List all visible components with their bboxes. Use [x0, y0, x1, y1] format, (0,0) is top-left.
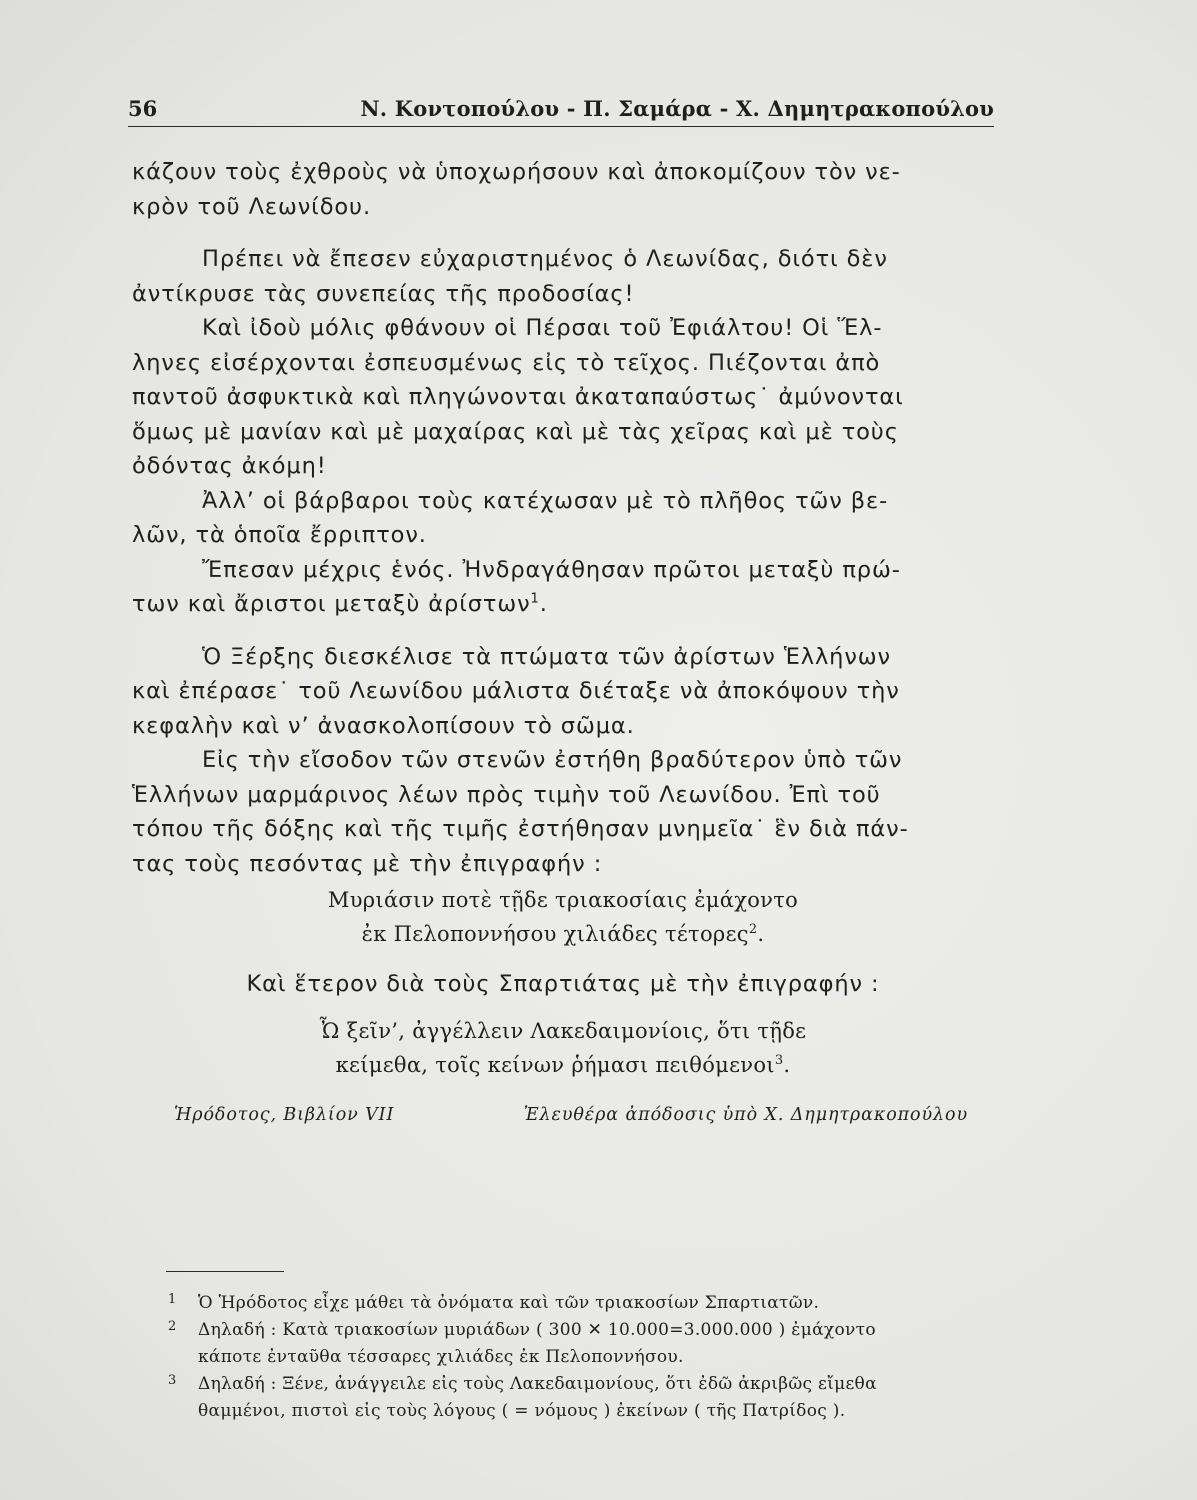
paragraph-7 — [132, 743, 994, 881]
text-line: Ἔπεσαν μέχρις ἑνός. Ἠνδραγάθησαν πρῶτοι μεταξὺ πρώ- — [202, 556, 901, 583]
verse-line — [132, 1048, 994, 1082]
text-line: κάζουν τοὺς ἐχθροὺς νὰ ὑποχωρήσουν καὶ ἀποκομίζουν τὸν νε- — [132, 159, 901, 185]
footnote-3 — [168, 1371, 1008, 1398]
footnote-ref-1: 1 — [530, 591, 540, 607]
text-line: καὶ ἐπέρασε˙ τοῦ Λεωνίδου μάλιστα διέταξε νὰ ἀποκόψουν τὴν — [132, 678, 900, 704]
paragraph-8: Καὶ ἕτερον διὰ τοὺς Σπαρτιάτας μὲ τὴν ἐπιγραφήν : — [246, 971, 880, 997]
verse-punct: . — [783, 1052, 791, 1077]
epigram-attribution — [132, 1098, 994, 1133]
text-line: των καὶ ἄριστοι μεταξὺ ἀρίστων — [132, 591, 531, 617]
attribution-translator: Ἐλευθέρα ἀπόδοσις ὑπὸ Χ. Δημητρακοπούλου — [523, 1104, 968, 1125]
epigram-2 — [132, 1014, 994, 1082]
footnote-3-continued: θαμμένοι, πιστοὶ εἰς τοὺς λόγους ( = νόμους ) ἐκείνων ( τῆς Πατρίδος ). — [198, 1401, 846, 1421]
text-line: κρὸν τοῦ Λεωνίδου. — [132, 193, 371, 220]
footnote-ref-3: 3 — [774, 1052, 784, 1068]
epigram-1 — [132, 883, 994, 951]
paragraph-1 — [132, 155, 994, 224]
text-line: ὅμως μὲ μανίαν καὶ μὲ μαχαίρας καὶ μὲ τὰς χεῖρας καὶ μὲ τοὺς — [132, 418, 899, 445]
verse-punct: . — [757, 922, 765, 946]
main-text — [132, 155, 994, 1132]
text-line: Καὶ ἰδοὺ μόλις φθάνουν οἱ Πέρσαι τοῦ Ἐφιάλτου! Οἱ Ἕλ- — [202, 315, 883, 341]
footnote-2-continued: κάποτε ἐνταῦθα τέσσαρες χιλιάδες ἐκ Πελοποννήσου. — [198, 1347, 684, 1367]
text-line: Ἑλλήνων μαρμάρινος λέων πρὸς τιμὴν τοῦ Λεωνίδου. Ἐπὶ τοῦ — [132, 781, 881, 808]
paragraph-3 — [132, 311, 994, 484]
text-line: ἀντίκρυσε τὰς συνεπείας τῆς προδοσίας! — [132, 280, 635, 307]
paragraph-2 — [132, 242, 994, 311]
footnote-mark: 1 — [168, 1292, 177, 1307]
footnote-divider — [166, 1271, 284, 1272]
text-line: ὀδόντας ἀκόμη! — [132, 453, 327, 479]
text-line: παντοῦ ἀσφυκτικὰ καὶ πληγώνονται ἀκαταπαύστως˙ ἀμύνονται — [132, 384, 904, 410]
text-line: Ὁ Ξέρξης διεσκέλισε τὰ πτώματα τῶν ἀρίστων Ἑλλήνων — [202, 643, 891, 670]
footnote-ref-2: 2 — [748, 922, 758, 937]
footnote-text: Δηλαδή : Κατὰ τριακοσίων μυριάδων ( 300 ✕ 10.000=3.000.000 ) ἐμάχοντο — [198, 1320, 876, 1340]
text-line: κεφαλὴν καὶ ν’ ἀνασκολοπίσουν τὸ σῶμα. — [132, 712, 635, 739]
verse-text: κείμεθα, τοῖς κείνων ῥήμασι πειθόμενοι — [335, 1052, 775, 1077]
verse-line — [132, 917, 994, 951]
paragraph-6 — [132, 640, 994, 744]
text-line: Πρέπει νὰ ἔπεσεν εὐχαριστημένος ὁ Λεωνίδας, διότι δὲν — [202, 246, 888, 272]
verse-text: ἐκ Πελοποννήσου χιλιάδες τέτορες — [361, 922, 749, 946]
text-line: Εἰς τὴν εἴσοδον τῶν στενῶν ἐστήθη βραδύτερον ὑπὸ τῶν — [202, 747, 903, 773]
page-number: 56 — [128, 96, 158, 121]
running-head-authors: Ν. Κοντοπούλου - Π. Σαμάρα - Χ. Δημητρακοπούλου — [360, 96, 994, 121]
text-line: τόπου τῆς δόξης καὶ τῆς τιμῆς ἐστήθησαν μνημεῖα˙ ἓν διὰ πάν- — [132, 816, 909, 842]
footnote-mark: 2 — [168, 1319, 177, 1334]
attribution-source: Ἡρόδοτος, Βιβλίον VII — [174, 1104, 395, 1125]
paragraph-5 — [132, 553, 994, 622]
text-punct: . — [539, 591, 548, 617]
page-header — [128, 90, 994, 127]
footnote-text: Ὁ Ἡρόδοτος εἶχε μάθει τὰ ὀνόματα καὶ τῶν τριακοσίων Σπαρτιατῶν. — [198, 1293, 820, 1313]
text-line: ληνες εἰσέρχονται ἐσπευσμένως εἰς τὸ τεῖχος. Πιέζονται ἀπὸ — [132, 349, 881, 376]
text-line: Ἀλλ’ οἱ βάρβαροι τοὺς κατέχωσαν μὲ τὸ πλῆθος τῶν βε- — [202, 487, 889, 514]
footnote-mark: 3 — [168, 1373, 177, 1388]
text-line: τας τοὺς πεσόντας μὲ τὴν ἐπιγραφήν : — [132, 850, 603, 877]
footnote-2 — [168, 1317, 1008, 1344]
verse-line: Ὦ ξεῖν’, ἀγγέλλειν Λακεδαιμονίοις, ὅτι τῇδε — [319, 1018, 807, 1043]
text-line: λῶν, τὰ ὁποῖα ἔρριπτον. — [132, 522, 427, 548]
footnotes — [168, 1290, 1008, 1425]
footnote-1 — [168, 1290, 1008, 1317]
paragraph-4 — [132, 484, 994, 553]
verse-line: Μυριάσιν ποτὲ τῇδε τριακοσίαις ἐμάχοντο — [327, 888, 799, 912]
footnote-text: Δηλαδή : Ξένε, ἀνάγγειλε εἰς τοὺς Λακεδαιμονίους, ὅτι ἐδῶ ἀκριβῶς εἴμεθα — [198, 1374, 877, 1394]
